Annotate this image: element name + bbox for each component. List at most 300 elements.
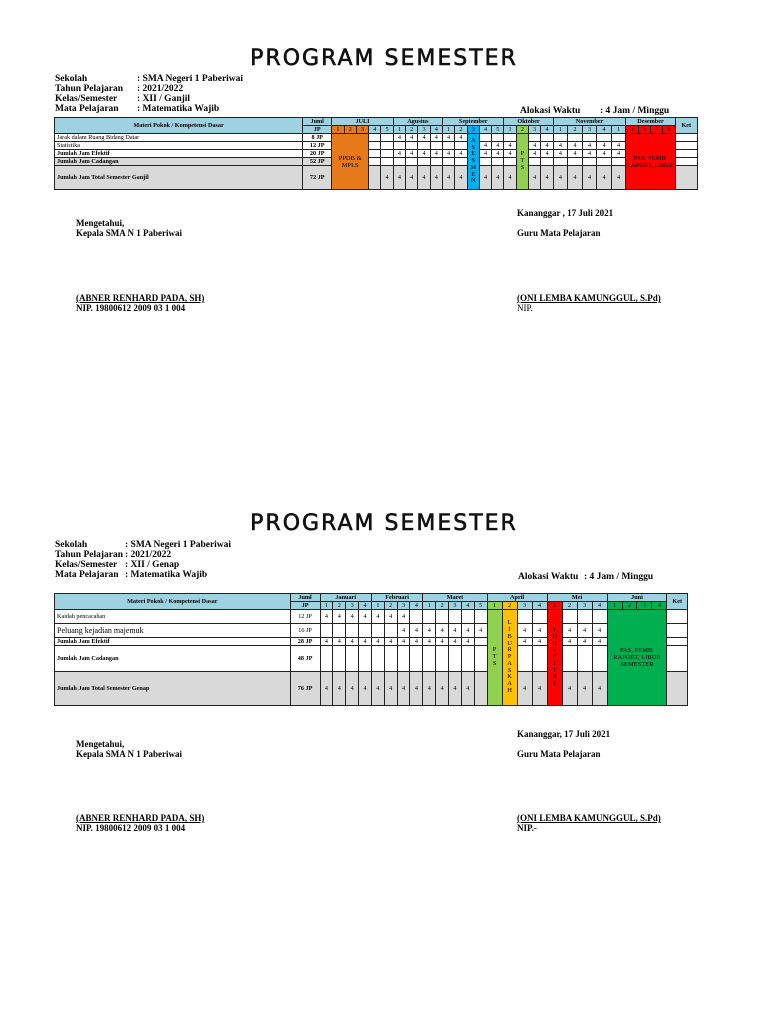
week-cell: 4 [479,166,491,190]
pts-block [487,610,502,706]
week-cell: 4 [517,638,532,646]
place-date: Kananggar , 17 Juli 2021 [517,208,614,218]
week-cell: 4 [371,672,384,706]
empty-cell [592,610,607,624]
value-tahun: : 2021/2022 [125,550,172,560]
week-cell: 4 [442,150,454,158]
header-month: Agustus [393,118,442,126]
header-jp: JP [290,602,320,610]
week-cell: 4 [597,166,612,190]
empty-cell [455,142,467,150]
week-cell: 4 [541,150,553,158]
week-cell: 4 [582,150,597,158]
week-cell: 4 [393,166,405,190]
week-cell: 3 [577,602,592,610]
kepala-nip: NIP. 19800612 2009 03 1 004 [76,823,186,833]
page-title: PROGRAM SEMESTER [250,46,518,71]
guru-title: Guru Mata Pelajaran [517,749,601,759]
empty-cell [436,646,449,672]
row-jp: 76 JP [290,672,320,706]
row-materi: Jumlah Jam Cadangan [55,158,303,166]
week-cell: 4 [423,638,436,646]
week-cell: 4 [397,624,410,638]
row-jp: 48 JP [290,646,320,672]
week-cell: 4 [410,602,423,610]
empty-cell [479,134,491,142]
week-cell: 4 [359,610,372,624]
week-cell: 4 [568,150,583,158]
week-cell: 1 [393,126,405,134]
row-materi: Jumlah Jam Efektif [55,150,303,158]
week-cell: 4 [532,624,547,638]
label-alokasi: Alokasi Waktu [520,106,581,116]
week-cell: 4 [371,610,384,624]
week-cell: 4 [592,624,607,638]
week-cell: 4 [410,638,423,646]
empty-cell [384,646,397,672]
week-cell: 4 [568,166,583,190]
label-alokasi: Alokasi Waktu [518,572,579,582]
empty-cell [369,166,381,190]
alokasi [520,106,669,116]
week-cell: 4 [406,134,418,142]
empty-cell [393,142,405,150]
empty-cell [553,134,568,142]
week-cell: 4 [436,638,449,646]
week-cell: 3 [397,602,410,610]
header-month: Maret [423,594,487,602]
week-cell: 4 [504,142,516,150]
week-cell: 4 [346,610,359,624]
week-cell: 3 [517,602,532,610]
empty-cell [541,158,553,166]
empty-cell [474,646,487,672]
header-jp: JP [303,126,332,134]
row-materi: Peluang kejadian majemuk [55,624,291,638]
label-sekolah: Sekolah [55,74,88,84]
empty-cell [406,142,418,150]
week-cell: 4 [393,150,405,158]
week-cell: 4 [461,624,474,638]
week-cell: 4 [650,126,662,134]
label-sekolah: Sekolah [55,540,88,550]
row-jp: 16 JP [290,624,320,638]
header-month: Oktober [504,118,553,126]
week-cell: 4 [397,610,410,624]
empty-cell [442,158,454,166]
pas-block [607,610,667,706]
week-cell: 4 [504,150,516,158]
row-materi: Jumlah Jam Cadangan [55,646,291,672]
empty-cell [369,150,381,158]
week-cell: 4 [436,672,449,706]
place-date: Kananggar, 17 Juli 2021 [517,729,611,739]
empty-cell [667,646,688,672]
value-mapel: : Matematika Wajib [137,104,220,114]
value-kelas: : XII / Ganjil [137,94,191,104]
week-cell: 4 [410,624,423,638]
week-cell: 3 [449,602,462,610]
empty-cell [381,158,393,166]
week-cell: 4 [577,638,592,646]
week-cell: 4 [369,126,381,134]
row-jp: 8 JP [303,134,332,142]
empty-cell [371,646,384,672]
page-title: PROGRAM SEMESTER [250,511,518,536]
meta-block [55,74,243,114]
empty-cell [423,646,436,672]
empty-cell [393,158,405,166]
week-cell: 2 [626,126,638,134]
week-cell: 4 [397,672,410,706]
week-cell: 4 [430,134,442,142]
week-cell: 4 [461,602,474,610]
empty-cell [461,646,474,672]
empty-cell [381,150,393,158]
week-cell: 2 [516,126,528,134]
empty-cell [582,134,597,142]
week-cell: 4 [553,150,568,158]
week-cell: 2 [562,602,577,610]
empty-cell [461,610,474,624]
week-cell: 1 [611,126,626,134]
week-cell: 1 [423,602,436,610]
week-cell: 4 [384,610,397,624]
week-cell: 4 [359,672,372,706]
week-cell: 1 [442,126,454,134]
week-cell: 4 [320,610,333,624]
value-alokasi: : 4 Jam / Minggu [584,572,654,582]
ppdb-block [332,134,369,190]
empty-cell [562,610,577,624]
row-jp: 28 JP [290,638,320,646]
week-cell: 4 [562,638,577,646]
week-cell: 4 [652,602,667,610]
week-cell: 4 [423,624,436,638]
empty-cell [675,142,697,150]
value-sekolah: : SMA Negeri 1 Paberiwai [137,74,244,84]
week-cell: 5 [381,126,393,134]
week-cell: 1 [553,126,568,134]
week-cell: 4 [577,672,592,706]
week-cell: 5 [474,602,487,610]
empty-cell [553,158,568,166]
empty-cell [667,638,688,646]
empty-cell [675,166,697,190]
label-tahun: Tahun Pelajaran [55,550,124,560]
empty-cell [492,134,504,142]
empty-cell [675,134,697,142]
week-cell: 2 [406,126,418,134]
empty-cell [504,134,516,142]
header-month: Mei [547,594,607,602]
header-month: JULI [332,118,394,126]
header-month: Desember [626,118,675,126]
week-cell: 4 [430,150,442,158]
row-materi: Statistika [55,142,303,150]
empty-cell [675,158,697,166]
week-cell: 4 [442,134,454,142]
value-kelas: : XII / Genap [125,560,180,570]
week-cell: 1 [547,602,562,610]
week-cell: 4 [592,638,607,646]
empty-cell [611,134,626,142]
empty-cell [359,646,372,672]
week-cell: 4 [529,142,541,150]
row-jp: 72 JP [303,166,332,190]
week-cell: 4 [611,142,626,150]
empty-cell [346,624,359,638]
alokasi [518,572,653,582]
guru-name: (ONI LEMBA KAMUNGGUL, S.Pd) [517,813,661,823]
empty-cell [592,646,607,672]
empty-cell [369,134,381,142]
week-cell: 4 [517,672,532,706]
idul-fitri-block [547,610,562,706]
week-cell: 1 [504,126,516,134]
week-cell: 4 [492,166,504,190]
week-cell: 1 [607,602,622,610]
row-jp: 12 JP [303,142,332,150]
week-cell: 4 [553,166,568,190]
week-cell: 4 [597,150,612,158]
week-cell: 4 [406,150,418,158]
week-cell: 4 [532,602,547,610]
week-cell: 4 [455,134,467,142]
week-cell: 3 [467,126,479,134]
empty-cell [474,638,487,646]
empty-cell [667,610,688,624]
mengetahui: Mengetahui, [76,218,125,228]
week-cell: 2 [333,602,346,610]
empty-cell [346,646,359,672]
empty-cell [562,646,577,672]
week-cell: 4 [410,672,423,706]
week-cell: 4 [582,142,597,150]
week-cell: 5 [663,126,675,134]
asesmen-label: A S E S M E N [470,136,477,185]
week-cell: 4 [474,624,487,638]
week-cell: 4 [346,672,359,706]
week-cell: 4 [532,672,547,706]
guru-name: (ONI LEMBA KAMUNGGUL, S.Pd) [517,293,661,303]
empty-cell [430,142,442,150]
empty-cell [667,672,688,706]
row-materi: Jumlah Jam Total Semester Genap [55,672,291,706]
empty-cell [517,646,532,672]
week-cell: 4 [553,142,568,150]
week-cell: 4 [359,602,372,610]
header-jml: Juml [290,594,320,602]
empty-cell [381,134,393,142]
week-cell: 4 [492,150,504,158]
empty-cell [430,158,442,166]
empty-cell [492,158,504,166]
empty-cell [517,610,532,624]
empty-cell [320,646,333,672]
label-kelas: Kelas/Semester [55,560,118,570]
week-cell: 4 [517,624,532,638]
week-cell: 4 [384,672,397,706]
week-cell: 1 [371,602,384,610]
row-materi: Jarak dalam Ruang Bidang Datar [55,134,303,142]
empty-cell [568,134,583,142]
week-cell: 1 [487,602,502,610]
week-cell: 4 [597,126,612,134]
empty-cell [410,646,423,672]
pas-label: PAS, PEMB. RAPORT, LIBUR SEMESTER [613,647,661,668]
empty-cell [320,624,333,638]
header-materi: Materi Pokok / Kompetensi Dasar [55,594,291,610]
week-cell: 4 [381,166,393,190]
empty-cell [582,158,597,166]
week-cell: 4 [611,166,626,190]
week-cell: 4 [455,150,467,158]
mengetahui: Mengetahui, [76,739,125,749]
kepala-name: (ABNER RENHARD PADA, SH) [76,293,205,303]
empty-cell [568,158,583,166]
guru-nip: NIP. [517,303,533,313]
row-materi: Kaidah pencacahan [55,610,291,624]
header-ket: Ket [667,594,688,610]
pas-block [626,134,675,190]
empty-cell [406,158,418,166]
empty-cell [667,624,688,638]
week-cell: 4 [504,166,516,190]
week-cell: 4 [333,672,346,706]
empty-cell [532,610,547,624]
schedule-table [54,117,698,190]
week-cell: 3 [638,126,650,134]
value-mapel: : Matematika Wajib [125,570,208,580]
empty-cell [384,624,397,638]
label-mapel: Mata Pelajaran [55,104,119,114]
meta-block [55,540,231,580]
libur-paskah-block [502,610,517,706]
week-cell: 4 [461,672,474,706]
row-jp: 20 JP [303,150,332,158]
header-materi: Materi Pokok / Kompetensi Dasar [55,118,303,134]
pts-block [516,134,528,190]
value-tahun: : 2021/2022 [137,84,184,94]
week-cell: 4 [479,150,491,158]
week-cell: 4 [582,166,597,190]
empty-cell [577,610,592,624]
label-mapel: Mata Pelajaran [55,570,119,580]
empty-cell [611,158,626,166]
week-cell: 3 [356,126,368,134]
empty-cell [541,134,553,142]
week-cell: 4 [333,638,346,646]
row-materi: Jumlah Jam Efektif [55,638,291,646]
week-cell: 4 [333,610,346,624]
header-jml: Juml [303,118,332,126]
guru-title: Guru Mata Pelajaran [517,228,601,238]
week-cell: 2 [568,126,583,134]
row-jp: 52 JP [303,158,332,166]
asesmen-block [467,134,479,190]
week-cell: 4 [529,166,541,190]
week-cell: 4 [393,134,405,142]
week-cell: 2 [455,126,467,134]
week-cell: 4 [597,142,612,150]
empty-cell [597,134,612,142]
empty-cell [423,610,436,624]
week-cell: 4 [592,602,607,610]
week-cell: 4 [418,150,430,158]
week-cell: 3 [346,602,359,610]
week-cell: 4 [397,638,410,646]
week-cell: 4 [430,166,442,190]
empty-cell [449,610,462,624]
week-cell: 4 [492,142,504,150]
ppdb-label: PPDB & MPLS [338,154,362,169]
week-cell: 4 [611,150,626,158]
libur-paskah-label: L I B U R P A S K A H [507,619,512,695]
week-cell: 4 [449,638,462,646]
empty-cell [442,142,454,150]
week-cell: 4 [529,150,541,158]
empty-cell [418,142,430,150]
week-cell: 3 [637,602,652,610]
empty-cell [359,624,372,638]
kepala-name: (ABNER RENHARD PADA, SH) [76,813,205,823]
week-cell: 4 [430,126,442,134]
week-cell: 4 [442,166,454,190]
header-month: April [487,594,547,602]
empty-cell [381,142,393,150]
week-cell: 2 [436,602,449,610]
week-cell: 4 [359,638,372,646]
week-cell: 2 [344,126,356,134]
row-materi: Jumlah Jam Total Semester Ganjil [55,166,303,190]
empty-cell [455,158,467,166]
kepala-title: Kepala SMA N 1 Paberiwai [76,228,182,238]
kepala-nip: NIP. 19800612 2009 03 1 004 [76,303,186,313]
week-cell: 3 [582,126,597,134]
empty-cell [410,610,423,624]
week-cell: 3 [529,126,541,134]
week-cell: 1 [332,126,344,134]
label-kelas: Kelas/Semester [55,94,118,104]
empty-cell [333,624,346,638]
empty-cell [371,624,384,638]
empty-cell [369,158,381,166]
pts-label: P T S [520,150,525,171]
value-alokasi: : 4 Jam / Minggu [600,106,670,116]
empty-cell [436,610,449,624]
empty-cell [369,142,381,150]
week-cell: 4 [541,142,553,150]
week-cell: 4 [568,142,583,150]
week-cell: 4 [320,672,333,706]
empty-cell [479,158,491,166]
week-cell: 4 [320,638,333,646]
empty-cell [397,646,410,672]
week-cell: 4 [479,126,491,134]
week-cell: 4 [592,672,607,706]
header-ket: Ket [675,118,697,134]
week-cell: 4 [418,166,430,190]
week-cell: 4 [449,672,462,706]
week-cell: 4 [577,624,592,638]
week-cell: 4 [479,142,491,150]
week-cell: 4 [532,638,547,646]
week-cell: 4 [461,638,474,646]
empty-cell [532,646,547,672]
week-cell: 4 [449,624,462,638]
week-cell: 3 [418,126,430,134]
